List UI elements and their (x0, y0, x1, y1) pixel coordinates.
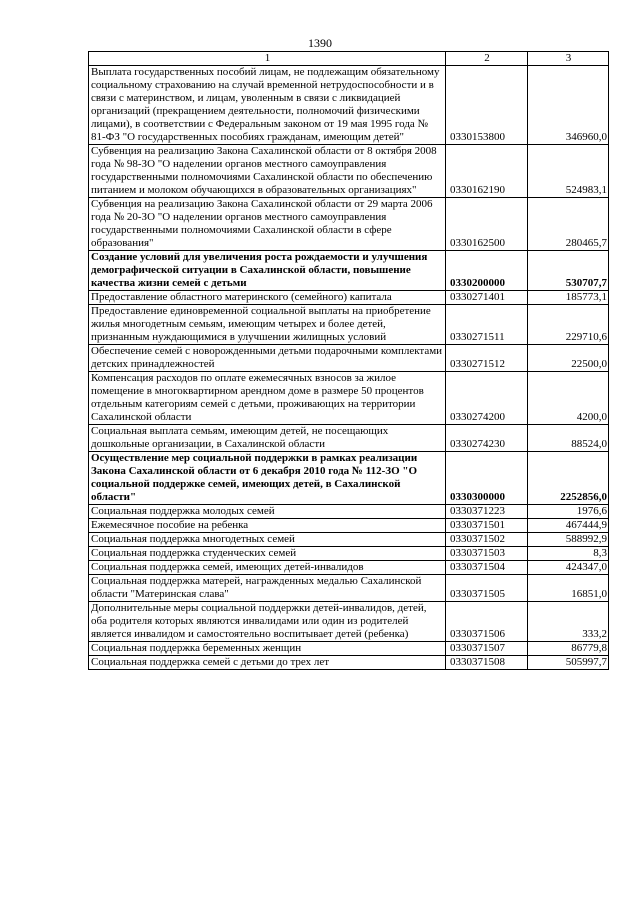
table-row (89, 251, 609, 291)
table-row (89, 452, 609, 505)
table-row (89, 505, 609, 519)
row-amount-cell: 280465,7 (528, 198, 609, 251)
row-amount-cell: 88524,0 (528, 425, 609, 452)
table-row (89, 425, 609, 452)
row-name-cell: Социальная поддержка молодых семей (89, 505, 446, 519)
row-amount-cell: 8,3 (528, 547, 609, 561)
row-code-cell: 0330371503 (446, 547, 528, 561)
row-name-cell: Субвенция на реализацию Закона Сахалинской области от 29 марта 2006 года № 20-ЗО "О наделении органов местного самоуправления государственными полномочиями Сахалинской области в сфере образования" (89, 198, 446, 251)
page-number: 1390 (308, 36, 332, 50)
row-name-cell: Социальная поддержка семей, имеющих детей-инвалидов (89, 561, 446, 575)
table-row (89, 291, 609, 305)
row-code-cell: 0330371507 (446, 642, 528, 656)
table-row (89, 519, 609, 533)
header-col-3: 3 (528, 52, 609, 66)
row-name-cell: Социальная выплата семьям, имеющим детей, не посещающих дошкольные организации, в Сахалинской области (89, 425, 446, 452)
table-row (89, 372, 609, 425)
row-code-cell: 0330371508 (446, 656, 528, 670)
row-code-cell: 0330371502 (446, 533, 528, 547)
table-row (89, 145, 609, 198)
table-row (89, 602, 609, 642)
row-code-cell: 0330371501 (446, 519, 528, 533)
row-code-cell: 0330271401 (446, 291, 528, 305)
table-row (89, 198, 609, 251)
header-col-1: 1 (89, 52, 446, 66)
row-amount-cell: 185773,1 (528, 291, 609, 305)
row-code-cell: 0330153800 (446, 66, 528, 145)
row-name-cell: Социальная поддержка многодетных семей (89, 533, 446, 547)
header-col-2: 2 (446, 52, 528, 66)
row-code-cell: 0330371223 (446, 505, 528, 519)
row-amount-cell: 588992,9 (528, 533, 609, 547)
budget-table (88, 51, 609, 670)
row-amount-cell: 22500,0 (528, 345, 609, 372)
table-row (89, 642, 609, 656)
table-row (89, 305, 609, 345)
row-name-cell: Создание условий для увеличения роста рождаемости и улучшения демографической ситуации в Сахалинской области, повышение качества жизни семей с детьми (89, 251, 446, 291)
table-row (89, 533, 609, 547)
table-row (89, 656, 609, 670)
row-amount-cell: 16851,0 (528, 575, 609, 602)
row-name-cell: Компенсация расходов по оплате ежемесячных взносов за жилое помещение в многоквартирном арендном доме в размере 50 процентов отдельным категориям семей с детьми, проживающих на территории Сахалинской области (89, 372, 446, 425)
row-code-cell: 0330300000 (446, 452, 528, 505)
row-name-cell: Социальная поддержка беременных женщин (89, 642, 446, 656)
row-code-cell: 0330162500 (446, 198, 528, 251)
row-code-cell: 0330271512 (446, 345, 528, 372)
row-name-cell: Предоставление единовременной социальной выплаты на приобретение жилья многодетным семьям, имеющим четырех и более детей, признанным нуждающимися в улучшении жилищных условий (89, 305, 446, 345)
row-name-cell: Обеспечение семей с новорожденными детьми подарочными комплектами детских принадлежностей (89, 345, 446, 372)
row-name-cell: Выплата государственных пособий лицам, не подлежащим обязательному социальному страхованию на случай временной нетрудоспособности и в связи с материнством, и лицам, уволенным в связи с ликвидацией организаций (прекращением деятельности, полномочий физическими лицами), в соответствии с Федеральным законом от 19 мая 1995 года № 81-ФЗ "О государственных пособиях гражданам, имеющим детей" (89, 66, 446, 145)
row-name-cell: Социальная поддержка студенческих семей (89, 547, 446, 561)
row-amount-cell: 333,2 (528, 602, 609, 642)
row-name-cell: Ежемесячное пособие на ребенка (89, 519, 446, 533)
table-body (89, 66, 609, 670)
row-amount-cell: 1976,6 (528, 505, 609, 519)
row-name-cell: Субвенция на реализацию Закона Сахалинской области от 8 октября 2008 года № 98-ЗО "О наделении органов местного самоуправления государственными полномочиями Сахалинской области по обеспечению питанием и молоком обучающихся в образовательных организациях" (89, 145, 446, 198)
row-amount-cell: 4200,0 (528, 372, 609, 425)
table-header-row (89, 52, 609, 66)
row-amount-cell: 524983,1 (528, 145, 609, 198)
row-code-cell: 0330271511 (446, 305, 528, 345)
row-code-cell: 0330371506 (446, 602, 528, 642)
row-code-cell: 0330200000 (446, 251, 528, 291)
table-row (89, 66, 609, 145)
row-name-cell: Предоставление областного материнского (семейного) капитала (89, 291, 446, 305)
row-name-cell: Дополнительные меры социальной поддержки детей-инвалидов, детей, оба родителя которых являются инвалидами или один из родителей является инвалидом и самостоятельно воспитывает детей (ребенка) (89, 602, 446, 642)
row-amount-cell: 229710,6 (528, 305, 609, 345)
row-amount-cell: 530707,7 (528, 251, 609, 291)
row-name-cell: Социальная поддержка семей с детьми до трех лет (89, 656, 446, 670)
row-code-cell: 0330371505 (446, 575, 528, 602)
row-amount-cell: 346960,0 (528, 66, 609, 145)
table-row (89, 547, 609, 561)
row-amount-cell: 424347,0 (528, 561, 609, 575)
row-code-cell: 0330162190 (446, 145, 528, 198)
table-row (89, 575, 609, 602)
row-code-cell: 0330274200 (446, 372, 528, 425)
row-name-cell: Социальная поддержка матерей, награжденных медалью Сахалинской области "Материнская слава" (89, 575, 446, 602)
table-row (89, 561, 609, 575)
row-amount-cell: 86779,8 (528, 642, 609, 656)
row-name-cell: Осуществление мер социальной поддержки в рамках реализации Закона Сахалинской области от 6 декабря 2010 года № 112-ЗО "О социальной поддержке семей, имеющих детей, в Сахалинской области" (89, 452, 446, 505)
row-amount-cell: 467444,9 (528, 519, 609, 533)
row-amount-cell: 505997,7 (528, 656, 609, 670)
table-row (89, 345, 609, 372)
row-code-cell: 0330274230 (446, 425, 528, 452)
row-code-cell: 0330371504 (446, 561, 528, 575)
row-amount-cell: 2252856,0 (528, 452, 609, 505)
